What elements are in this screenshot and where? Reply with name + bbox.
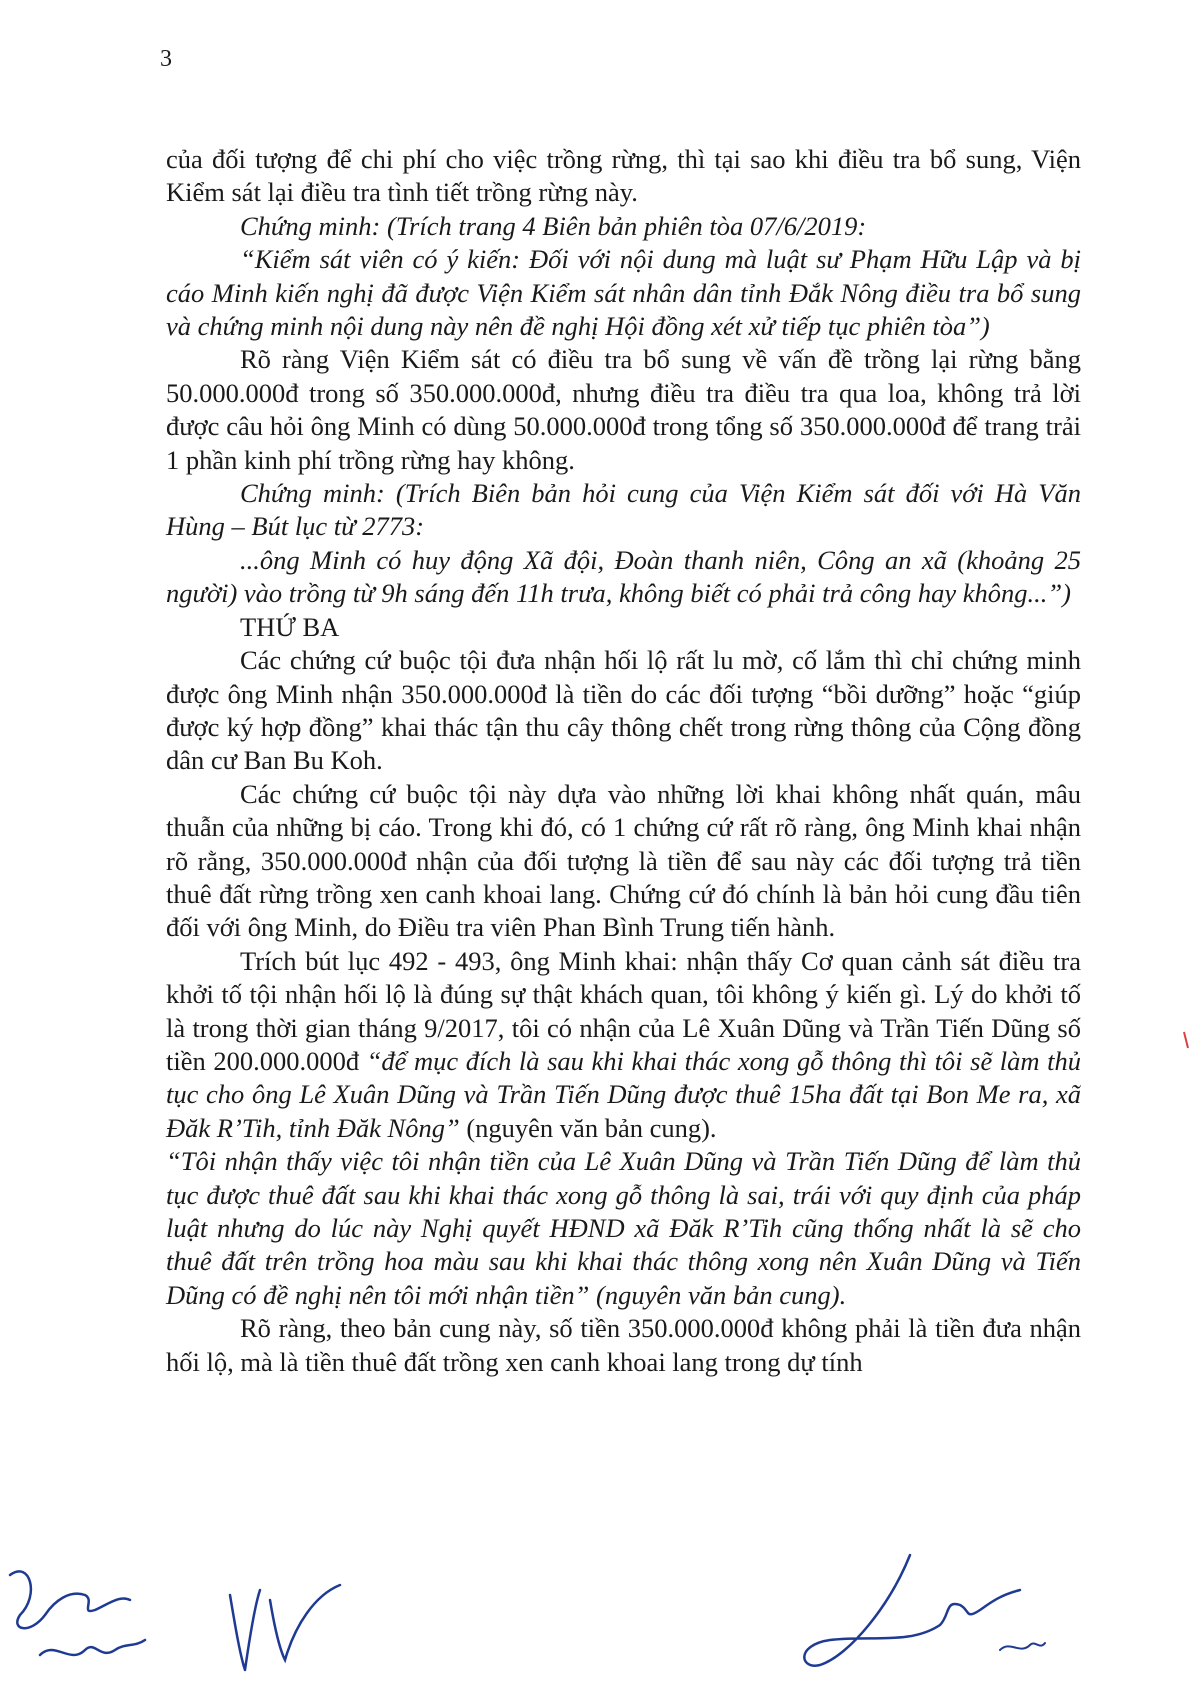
- signature-middle: [225, 1575, 345, 1675]
- paragraph-part: Trích bút lục 492 - 493, ông Minh khai: nhận thấy Cơ quan cảnh sát điều tra khởi tố tội nhận hối lộ là đúng sự thật khách quan, tôi không ý kiến gì. Lý do khởi tố là trong thời gian tháng 9/2017, tôi có nhận của Lê Xuân Dũng và Trần Tiến Dũng số tiền 200.000.000đ: [166, 945, 1081, 1076]
- paragraph: của đối tượng để chi phí cho việc trồng rừng, thì tại sao khi điều tra bổ sung, Viện Kiểm sát lại điều tra tình tiết trồng rừng này.: [166, 144, 1081, 208]
- paragraph-quote: “Kiểm sát viên có ý kiến: Đối với nội dung mà luật sư Phạm Hữu Lập và bị cáo Minh kiến nghị đã được Viện Kiểm sát nhân dân tỉnh Đắk Nông điều tra bổ sung và chứng minh nội dung này nên đề nghị Hội đồng xét xử tiếp tục phiên tòa”): [166, 244, 1081, 342]
- signature-right: [790, 1545, 1050, 1675]
- paragraph: Rõ ràng, theo bản cung này, số tiền 350.000.000đ không phải là tiền đưa nhận hối lộ, mà là tiền thuê đất trồng xen canh khoai lang trong dự tính: [166, 1313, 1081, 1377]
- page-body: [166, 143, 1081, 1379]
- paragraph-quote: ...ông Minh có huy động Xã đội, Đoàn thanh niên, Công an xã (khoảng 25 người) vào trồng từ 9h sáng đến 11h trưa, không biết có phải trả công hay không...”): [166, 544, 1081, 609]
- signature-left: [0, 1555, 150, 1686]
- paragraph-mixed: [166, 945, 1081, 1145]
- section-heading: THỨ BA: [240, 611, 340, 642]
- edge-mark: [1182, 1030, 1190, 1050]
- paragraph-quote: “Tôi nhận thấy việc tôi nhận tiền của Lê Xuân Dũng và Trần Tiến Dũng để làm thủ tục được thuê đất sau khi khai thác xong gỗ thông là sai, trái với quy định của pháp luật nhưng do lúc này Nghị quyết HĐND xã Đăk R’Tih cũng thống nhất là sẽ cho thuê đất trên trồng hoa màu sau khi khai thác thông xong nên Xuân Dũng và Tiến Dũng có đề nghị nên tôi mới nhận tiền” (nguyên văn bản cung).: [166, 1146, 1081, 1310]
- page-number: 3: [160, 46, 172, 72]
- paragraph: Các chứng cứ buộc tội đưa nhận hối lộ rất lu mờ, cố lắm thì chỉ chứng minh được ông Minh nhận 350.000.000đ là tiền do các đối tượng “bồi dưỡng” hoặc “giúp được ký hợp đồng” khai thác tận thu cây thông chết trong rừng thông của Cộng đồng dân cư Ban Bu Koh.: [166, 645, 1081, 776]
- paragraph-part-italic: “để mục đích là sau khi khai thác xong gỗ thông thì tôi sẽ làm thủ tục cho ông Lê Xuân Dũng và Trần Tiến Dũng được thuê 15ha đất tại Bon Me ra, xã Đăk R’Tih, tỉnh Đăk Nông”: [166, 1045, 1081, 1143]
- paragraph: Các chứng cứ buộc tội này dựa vào những lời khai không nhất quán, mâu thuẫn của những bị cáo. Trong khi đó, có 1 chứng cứ rất rõ ràng, ông Minh khai nhận rõ rằng, 350.000.000đ nhận của đối tượng là tiền để sau này các đối tượng trả tiền thuê đất rừng trồng xen canh khoai lang. Chứng cứ đó chính là bản hỏi cung đầu tiên đối với ông Minh, do Điều tra viên Phan Bình Trung tiến hành.: [166, 778, 1081, 943]
- paragraph-part: (nguyên văn bản cung).: [459, 1112, 717, 1143]
- paragraph: Rõ ràng Viện Kiểm sát có điều tra bổ sung về vấn đề trồng lại rừng bằng 50.000.000đ trong số 350.000.000đ, nhưng điều tra điều tra qua loa, không trả lời được câu hỏi ông Minh có dùng 50.000.000đ trong tổng số 350.000.000đ để trang trải 1 phần kinh phí trồng rừng hay không.: [166, 344, 1081, 475]
- paragraph-quote-intro: Chứng minh: (Trích Biên bản hỏi cung của Viện Kiểm sát đối với Hà Văn Hùng – Bút lục từ 2773:: [166, 478, 1081, 542]
- paragraph-quote-intro: Chứng minh: (Trích trang 4 Biên bản phiên tòa 07/6/2019:: [240, 210, 867, 241]
